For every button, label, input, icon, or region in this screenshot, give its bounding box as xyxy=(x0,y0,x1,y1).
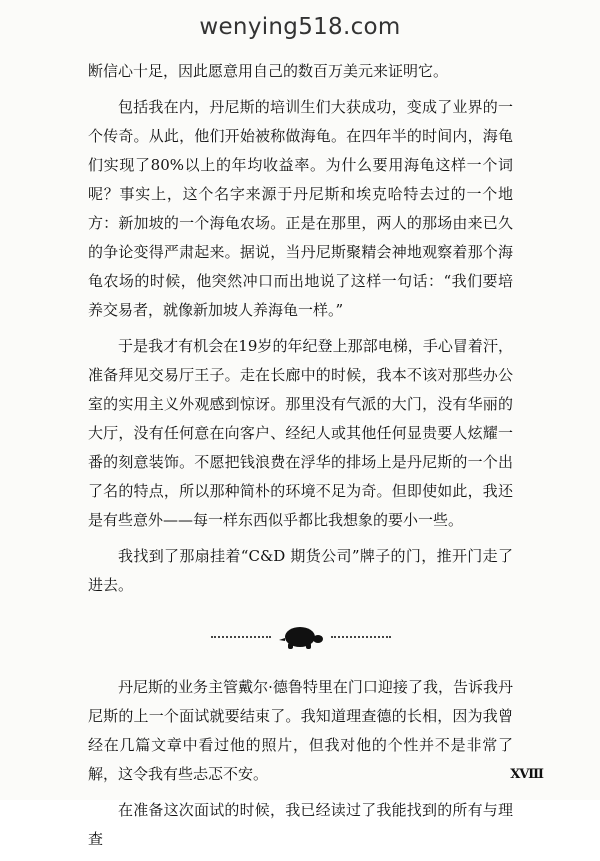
paragraph-4: 我找到了那扇挂着“C&D 期货公司”牌子的门，推开门走了进去。 xyxy=(88,547,513,594)
page-body xyxy=(88,57,513,861)
paragraph-3: 于是我才有机会在19岁的年纪登上那部电梯，手心冒着汗，准备拜见交易厅王子。走在长廊中的时候，我本不该对那些办公室的实用主义外观感到惊讶。那里没有气派的大门，没有华丽的大厅，没有任何意在向客户、经纪人或其他任何显贵要人炫耀一番的刻意装饰。不愿把钱浪费在浮华的排场上是丹尼斯的一个出了名的特点，所以那种简朴的环境不足为奇。但即使如此，我还是有些意外——每一样东西似乎都比我想象的要小一些。 xyxy=(88,337,513,529)
divider-dots-left xyxy=(211,636,271,638)
watermark: wenying518.com xyxy=(199,14,401,40)
paragraph-2: 包括我在内，丹尼斯的培训生们大获成功，变成了业界的一个传奇。从此，他们开始被称做海龟。在四年半的时间内，海龟们实现了80%以上的年均收益率。为什么要用海龟这样一个词呢？事实上，这个名字来源于丹尼斯和埃克哈特去过的一个地方：新加坡的一个海龟农场。正是在那里，两人的那场由来已久的争论变得严肃起来。据说，当丹尼斯聚精会神地观察着那个海龟农场的时候，他突然冲口而出地说了这样一句话：“我们要培养交易者，就像新加坡人养海龟一样。” xyxy=(88,98,513,319)
paragraph-1: 断信心十足，因此愿意用自己的数百万美元来证明它。 xyxy=(88,62,449,80)
turtle-icon xyxy=(277,624,325,650)
paragraph-5: 丹尼斯的业务主管戴尔·德鲁特里在门口迎接了我，告诉我丹尼斯的上一个面试就要结束了。我知道理查德的长相，因为我曾经在几篇文章中看过他的照片，但我对他的个性并不是非常了解，这令我有些忐忑不安。 xyxy=(88,678,513,783)
paragraph-6: 在准备这次面试的时候，我已经读过了我能找到的所有与理查 xyxy=(88,801,513,848)
page-number: XⅧ xyxy=(510,767,543,782)
divider-dots-right xyxy=(331,636,391,638)
section-divider xyxy=(88,607,513,667)
